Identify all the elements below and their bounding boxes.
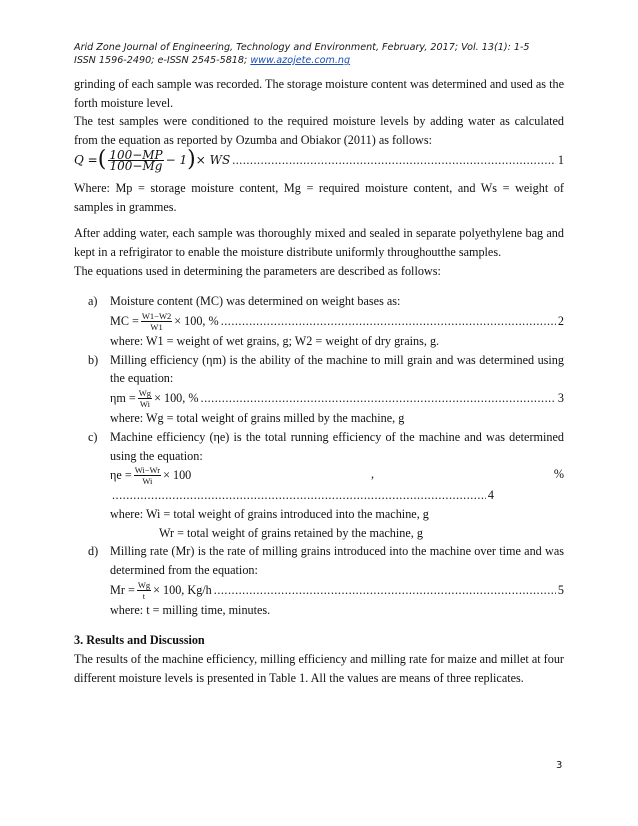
eq3-denominator: Wi [139, 399, 150, 410]
eq2-numerator: W1−W2 [141, 311, 172, 322]
eq2-fraction [141, 311, 172, 332]
paragraph: After adding water, each sample was thoroughly mixed and sealed in separate polyethylene bag and kept in a refrigirator to enable the moisture distribute uniformly throughoutthe samples. [74, 226, 564, 259]
item-text: Moisture content (MC) was determined on weight bases as: [110, 294, 401, 309]
paren-open: ( [97, 147, 107, 173]
list-item-b [74, 351, 564, 428]
journal-citation: Arid Zone Journal of Engineering, Technology and Environment, February, 2017; Vol. 13(1): 1-5 [74, 42, 530, 53]
eq2-rhs: × 100, % [174, 314, 219, 329]
eq4-lhs: ηe = [110, 468, 132, 483]
item-where: where: t = milling time, minutes. [110, 602, 271, 617]
eq4-rhs: × 100 [163, 468, 192, 483]
eq2-lhs: MC = [110, 314, 139, 329]
item-label: b) [88, 352, 99, 367]
eq1-minus-one: − 1 [165, 152, 188, 167]
eq4-number: 4 [487, 488, 494, 503]
leader-dots [112, 486, 486, 505]
paragraph: The equations used in determining the parameters are described as follows: [74, 263, 441, 278]
eq3-number: 3 [557, 391, 564, 406]
page-body [74, 75, 564, 688]
eq5-lhs: Mr = [110, 582, 135, 597]
item-label: d) [88, 544, 99, 559]
eq4-main [110, 465, 191, 486]
paren-close: ) [187, 147, 196, 173]
item-where: where: Wg = total weight of grains milled by the machine, g [110, 411, 405, 426]
eq5-rhs: × 100, Kg/h [153, 582, 212, 597]
eq5-numerator: Wg [137, 579, 151, 590]
item-text: Milling efficiency (ηm) is the ability of the machine to mill grain and was determined using the equation: [110, 352, 564, 386]
eq1-number: 1 [557, 152, 564, 167]
eq4-fraction [134, 465, 161, 486]
eq4-numerator: Wi−Wr [134, 465, 161, 476]
eq5-denominator: t [142, 590, 146, 601]
leader-dots [221, 312, 556, 331]
equation-4 [110, 465, 564, 486]
list-item-a [74, 292, 564, 350]
eq3-lhs: ηm = [110, 391, 136, 406]
equation-1 [74, 147, 564, 173]
eq3-numerator: Wg [138, 388, 152, 399]
eq4-dots-line [110, 486, 564, 505]
issn-line [74, 54, 574, 67]
eq4-denominator: Wi [142, 476, 153, 487]
page-number: 3 [556, 760, 563, 771]
paragraph: grinding of each sample was recorded. The storage moisture content was determined and used as the forth moisture level. [74, 77, 564, 110]
item-text: Milling rate (Mr) is the rate of milling grains introduced into the machine over time and was determined from the equation: [110, 544, 564, 578]
paragraph: The results of the machine efficiency, milling efficiency and milling rate for maize and millet at four different moisture levels is presented in Table 1. All the values are means of three replicates. [74, 652, 564, 685]
equation-3 [110, 388, 564, 409]
equation-list [74, 292, 564, 619]
list-item-c [74, 428, 564, 543]
section-heading: 3. Results and Discussion [74, 633, 205, 648]
eq2-number: 2 [557, 314, 564, 329]
item-label: c) [88, 429, 98, 444]
list-item-d [74, 542, 564, 619]
eq1-fraction [108, 147, 163, 173]
leader-dots [232, 151, 556, 170]
item-text: Machine efficiency (ηe) is the total running efficiency of the machine and was determined using the equation: [110, 429, 564, 463]
eq2-denominator: W1 [150, 322, 163, 333]
item-where: Wr = total weight of grains retained by the machine, g [159, 525, 423, 540]
equation-2 [110, 311, 564, 332]
leader-dots [214, 581, 556, 600]
eq3-fraction [138, 388, 152, 409]
equation-5 [110, 580, 564, 601]
paragraph: Where: Mp = storage moisture content, Mg = required moisture content, and Ws = weight of samples in grammes. [74, 180, 564, 214]
item-label: a) [88, 294, 98, 309]
paragraph: The test samples were conditioned to the required moisture levels by adding water as calculated from the equation as reported by Ozumba and Obiakor (2011) as follows: [74, 114, 564, 148]
eq1-lhs: Q = [74, 152, 98, 167]
eq5-fraction [137, 580, 151, 601]
running-header [74, 41, 574, 67]
eq3-rhs: × 100, % [154, 391, 199, 406]
eq4-unit: % [553, 467, 564, 482]
eq4-comma: , [371, 467, 375, 482]
item-where: where: W1 = weight of wet grains, g; W2 = weight of dry grains, g. [110, 334, 440, 349]
eq5-number: 5 [557, 582, 564, 597]
journal-link[interactable]: www.azojete.com.ng [250, 55, 351, 66]
eq1-numerator: 100−MP [109, 147, 163, 162]
issn-text: ISSN 1596-2490; e-ISSN 2545-5818; [74, 55, 251, 66]
item-where: where: Wi = total weight of grains introduced into the machine, g [110, 506, 429, 521]
eq1-times: × WS [195, 152, 231, 167]
eq1-denominator: 100−Mg [109, 158, 163, 173]
leader-dots [201, 389, 556, 408]
